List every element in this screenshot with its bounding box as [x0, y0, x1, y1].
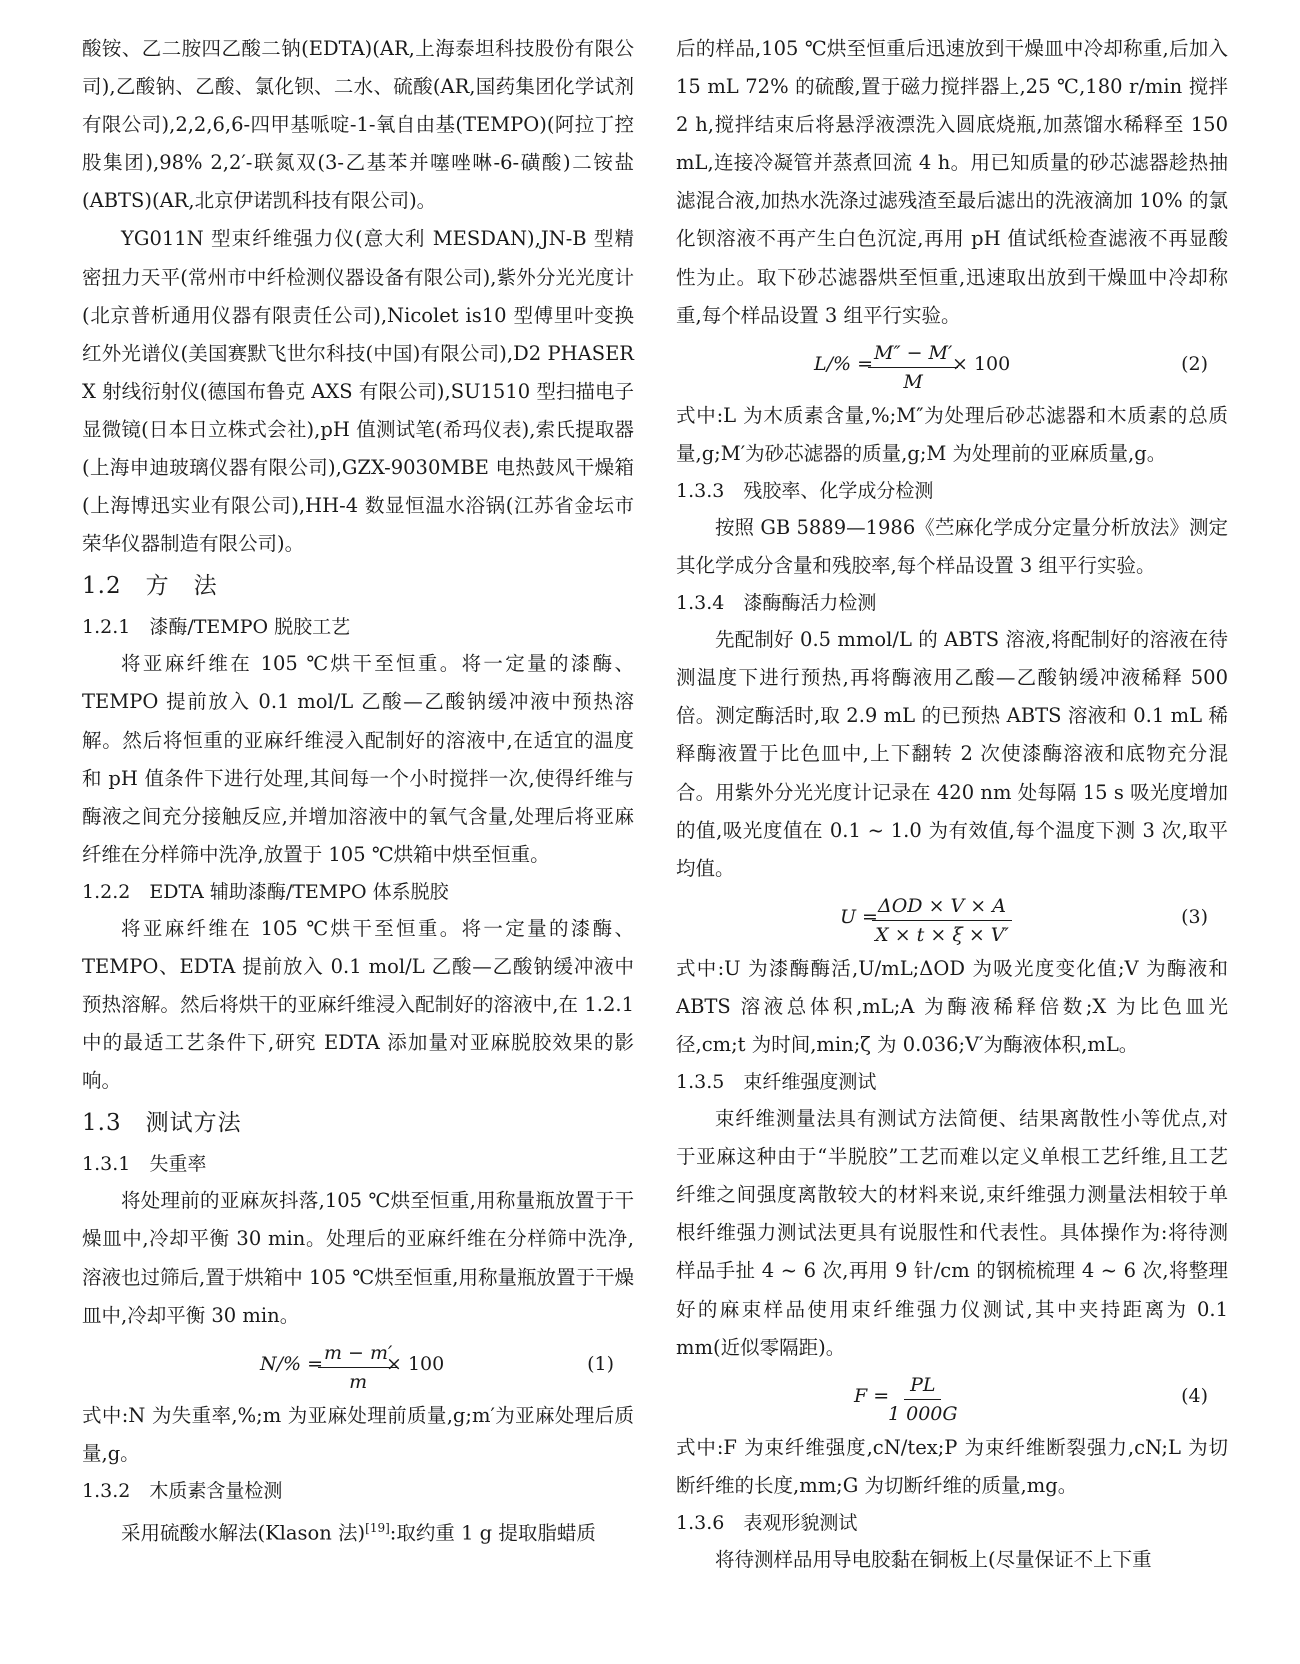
equation-1-denominator: m [349, 1370, 368, 1393]
equation-1-lhs: N/% = [260, 1352, 324, 1375]
paragraph-reagents-cont: 酸铵、乙二胺四乙酸二钠(EDTA)(AR,上海泰坦科技股份有限公司),乙酸钠、乙酸、氯化钡、二水、硫酸(AR,国药集团化学试剂有限公司),2,2,6,6-四甲基哌啶-1-氧自由基(TEMPO)(阿拉丁控股集团),98% 2,2′-联氮双(3-乙基苯并噻唑啉-6-磺酸)二铵盐(ABTS)(AR,北京伊诺凯科技有限公司)。 [82, 37, 634, 213]
left-column [82, 30, 634, 1553]
subsection-heading-1-3-2: 1.3.2 木质素含量检测 [82, 1479, 283, 1502]
equation-1-rhs: × 100 [386, 1352, 445, 1375]
paragraph-morphology: 将待测样品用导电胶黏在铜板上(尽量保证不上下重 [715, 1547, 1152, 1571]
paragraph-laccase-activity: 先配制好 0.5 mmol/L 的 ABTS 溶液,将配制好的溶液在待测温度下进行预热,再将酶液用乙酸—乙酸钠缓冲液稀释 500 倍。测定酶活时,取 2.9 mL 的已预热 ABTS 溶液和 0.1 mL 稀释酶液置于比色皿中,上下翻转 2 次使漆酶溶液和底物充分混合。用紫外分光光度计记录在 420 nm 处每隔 15 s 吸光度增加的值,吸光度值在 0.1 ~ 1.0 为有效值,每个温度下测 3 次,取平均值。 [676, 628, 1228, 880]
equation-2 [676, 335, 1228, 397]
paragraph-lignin-cont: 后的样品,105 ℃烘至恒重后迅速放到干燥皿中冷却称重,后加入 15 mL 72% 的硫酸,置于磁力搅拌器上,25 ℃,180 r/min 搅拌 2 h,搅拌结束后将悬浮液漂洗入圆底烧瓶,加蒸馏水稀释至 150 mL,连接冷凝管并蒸煮回流 4 h。用已知质量的砂芯滤器趁热抽滤混合液,加热水洗涤过滤残渣至最后滤出的洗液滴加 10% 的氯化钡溶液不再产生白色沉淀,再用 pH 值试纸检查滤液不再显酸性为止。取下砂芯滤器烘至恒重,迅速取出放到干燥皿中冷却称重,每个样品设置 3 组平行实验。 [676, 37, 1228, 327]
equation-1 [82, 1335, 634, 1397]
equation-4-denominator: 1 000G [888, 1402, 958, 1425]
equation-4-number: (4) [1181, 1384, 1208, 1407]
subsection-heading-1-3-3: 1.3.3 残胶率、化学成分检测 [676, 479, 934, 502]
section-heading-1-3: 1.3 测试方法 [82, 1110, 242, 1137]
paragraph-eq4-legend: 式中:F 为束纤维强度,cN/tex;P 为束纤维断裂强力,cN;L 为切断纤维的长度,mm;G 为切断纤维的质量,mg。 [676, 1435, 1228, 1497]
subsection-heading-1-3-1: 1.3.1 失重率 [82, 1153, 207, 1176]
equation-2-rhs: × 100 [952, 352, 1011, 375]
subsection-heading-1-3-4: 1.3.4 漆酶酶活力检测 [676, 592, 877, 615]
equation-4-numerator: PL [904, 1373, 941, 1400]
paragraph-lignin-tail: :取约重 1 g 提取脂蜡质 [389, 1521, 596, 1545]
paragraph-eq3-legend: 式中:U 为漆酶酶活,U/mL;ΔOD 为吸光度变化值;V 为酶液和 ABTS 溶液总体积,mL;A 为酶液稀释倍数;X 为比色皿光径,cm;t 为时间,min;ζ 为 0.036;V′为酶液体积,mL。 [676, 956, 1228, 1056]
equation-2-denominator: M [903, 370, 923, 393]
paragraph-bundle-strength: 束纤维测量法具有测试方法简便、结果离散性小等优点,对于亚麻这种由于“半脱胶”工艺而难以定义单根工艺纤维,且工艺纤维之间强度离散较大的材料来说,束纤维强力测量法相较于单根纤维强力测试法更具有说服性和代表性。具体操作为:将待测样品手扯 4 ~ 6 次,再用 9 针/cm 的钢梳梳理 4 ~ 6 次,将整理好的麻束样品使用束纤维强力仪测试,其中夹持距离为 0.1 mm(近似零隔距)。 [676, 1107, 1228, 1359]
equation-2-fraction [868, 341, 958, 394]
paragraph-weight-loss: 将处理前的亚麻灰抖落,105 ℃烘至恒重,用称量瓶放置于干燥皿中,冷却平衡 30 min。处理后的亚麻纤维在分样筛中洗净,溶液也过筛后,置于烘箱中 105 ℃烘至恒重,用称量瓶放置于干燥皿中,冷却平衡 30 min。 [82, 1189, 634, 1327]
equation-3-fraction [872, 894, 1012, 947]
equation-1-numerator: m − m′ [318, 1341, 398, 1368]
equation-1-number: (1) [587, 1352, 614, 1375]
citation-19: [19] [365, 1520, 390, 1535]
equation-3-lhs: U = [840, 905, 878, 928]
equation-2-numerator: M″ − M′ [868, 341, 958, 368]
subsection-heading-1-2-1: 1.2.1 漆酶/TEMPO 脱胶工艺 [82, 616, 351, 639]
section-heading-1-2: 1.2 方 法 [82, 573, 218, 600]
paragraph-eq2-legend: 式中:L 为木质素含量,%;M″为处理后砂芯滤器和木质素的总质量,g;M′为砂芯滤器的质量,g;M 为处理前的亚麻质量,g。 [676, 403, 1228, 465]
paragraph-eq1-legend: 式中:N 为失重率,%;m 为亚麻处理前质量,g;m′为亚麻处理后质量,g。 [82, 1403, 634, 1465]
paragraph-lignin [82, 1509, 634, 1553]
paragraph-lignin-text: 采用硫酸水解法(Klason 法) [121, 1521, 366, 1545]
right-column [676, 30, 1228, 1579]
equation-3-numerator: ΔOD × V × A [872, 894, 1012, 921]
equation-2-lhs: L/% = [814, 352, 874, 375]
equation-3-denominator: X × t × ξ × V′ [875, 923, 1009, 946]
subsection-heading-1-3-6: 1.3.6 表观形貌测试 [676, 1511, 858, 1534]
equation-2-number: (2) [1181, 352, 1208, 375]
subsection-heading-1-3-5: 1.3.5 束纤维强度测试 [676, 1071, 877, 1094]
equation-4-lhs: F = [854, 1384, 890, 1407]
paragraph-instruments: YG011N 型束纤维强力仪(意大利 MESDAN),JN-B 型精密扭力天平(常州市中纤检测仪器设备有限公司),紫外分光光度计(北京普析通用仪器有限责任公司),Nicolet is10 型傅里叶变换红外光谱仪(美国赛默飞世尔科技(中国)有限公司),D2 PHASER X 射线衍射仪(德国布鲁克 AXS 有限公司),SU1510 型扫描电子显微镜(日本日立株式会社),pH 值测试笔(希玛仪表),索氏提取器(上海申迪玻璃仪器有限公司),GZX-9030MBE 电热鼓风干燥箱(上海博迅实业有限公司),HH-4 数显恒温水浴锅(江苏省金坛市荣华仪器制造有限公司)。 [82, 227, 634, 556]
subsection-heading-1-2-2: 1.2.2 EDTA 辅助漆酶/TEMPO 体系脱胶 [82, 880, 449, 903]
paragraph-residual-gum: 按照 GB 5889—1986《苎麻化学成分定量分析放法》测定其化学成分含量和残胶率,每个样品设置 3 组平行实验。 [676, 515, 1228, 578]
equation-4-fraction [888, 1373, 958, 1426]
equation-3-number: (3) [1181, 905, 1208, 928]
equation-3 [676, 888, 1228, 950]
paragraph-laccase-tempo: 将亚麻纤维在 105 ℃烘干至恒重。将一定量的漆酶、TEMPO 提前放入 0.1 mol/L 乙酸—乙酸钠缓冲液中预热溶解。然后将恒重的亚麻纤维浸入配制好的溶液中,在适宜的温度和 pH 值条件下进行处理,其间每一个小时搅拌一次,使得纤维与酶液之间充分接触反应,并增加溶液中的氧气含量,处理后将亚麻纤维在分样筛中洗净,放置于 105 ℃烘箱中烘至恒重。 [82, 652, 634, 866]
equation-4 [676, 1367, 1228, 1429]
paragraph-edta-assisted: 将亚麻纤维在 105 ℃烘干至恒重。将一定量的漆酶、TEMPO、EDTA 提前放入 0.1 mol/L 乙酸—乙酸钠缓冲液中预热溶解。然后将烘干的亚麻纤维浸入配制好的溶液中,在 1.2.1 中的最适工艺条件下,研究 EDTA 添加量对亚麻脱胶效果的影响。 [82, 916, 634, 1093]
